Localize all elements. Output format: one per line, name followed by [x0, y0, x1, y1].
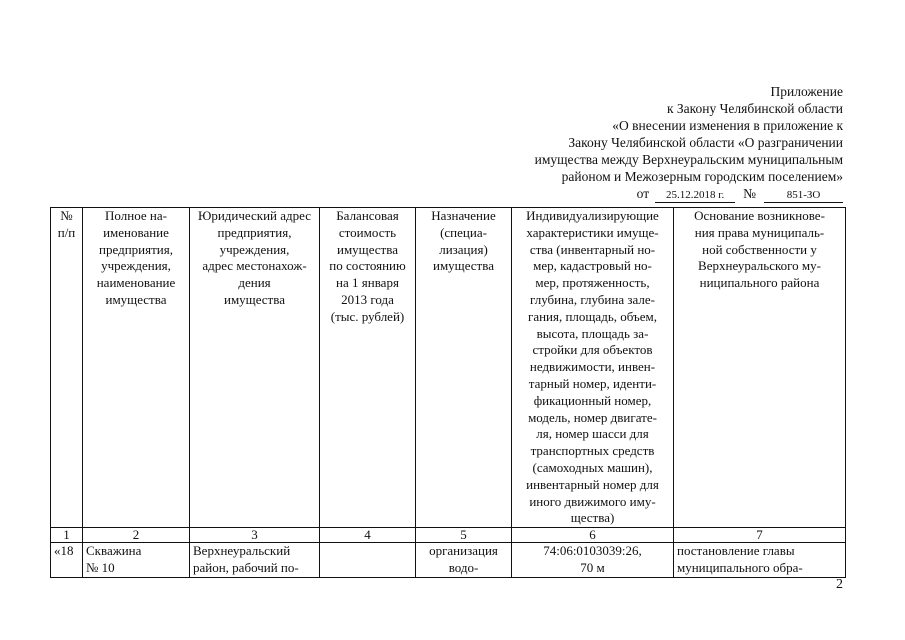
header-line-property: имущества между Верхнеуральским муниципальным	[534, 152, 843, 167]
col-header-basis: Основание возникнове- ния права муниципаль- ной собственности у Верхнеуральского му- ниципального района	[674, 208, 846, 528]
date-prefix: от	[636, 186, 650, 201]
property-table	[50, 207, 846, 578]
col-header-name: Полное на- именование предприятия, учреждения, наименование имущества	[83, 208, 190, 528]
col-number-3: 3	[190, 528, 320, 543]
law-number: 851-ЗО	[764, 188, 843, 203]
col-header-purpose: Назначение (специа- лизация) имущества	[416, 208, 512, 528]
law-date: 25.12.2018 г.	[655, 188, 735, 203]
col-header-balance: Балансовая стоимость имущества по состоянию на 1 января 2013 года (тыс. рублей)	[320, 208, 416, 528]
col-number-6: 6	[512, 528, 674, 543]
page-number: 2	[836, 577, 843, 592]
header-line-amendment: «О внесении изменения в приложение к	[612, 118, 843, 133]
row-basis: постановление главы муниципального обра-	[674, 543, 846, 578]
col-number-2: 2	[83, 528, 190, 543]
table-row	[51, 543, 846, 578]
col-header-address: Юридический адрес предприятия, учреждения, адрес местонахож- дения имущества	[190, 208, 320, 528]
col-header-number: № п/п	[51, 208, 83, 528]
row-number: «18	[51, 543, 83, 578]
header-date-line	[483, 185, 843, 203]
row-purpose: организация водо-	[416, 543, 512, 578]
table-header-row	[51, 208, 846, 528]
number-sign: №	[743, 186, 756, 201]
header-line-annex: Приложение	[770, 84, 843, 99]
row-address: Верхнеуральский район, рабочий по-	[190, 543, 320, 578]
col-number-1: 1	[51, 528, 83, 543]
header-line-settlement: районом и Межозерным городским поселением»	[561, 169, 843, 184]
row-name: Скважина № 10	[83, 543, 190, 578]
header-line-law: к Закону Челябинской области	[666, 101, 843, 116]
col-number-5: 5	[416, 528, 512, 543]
document-header	[483, 83, 843, 203]
header-line-law-title: Закону Челябинской области «О разграничении	[568, 135, 843, 150]
col-number-7: 7	[674, 528, 846, 543]
col-number-4: 4	[320, 528, 416, 543]
row-balance	[320, 543, 416, 578]
row-characteristics: 74:06:0103039:26, 70 м	[512, 543, 674, 578]
table-column-number-row	[51, 528, 846, 543]
col-header-characteristics: Индивидуализирующие характеристики имуще- ства (инвентарный но- мер, кадастровый но- мер, протяженность, глубина, глубина зале- гания, площадь, объем, высота, площадь за- стройки для объектов недвижимости, инвен- тарный номер, иденти- фикационный номер, модель, номер двигате- ля, номер шасси для транспортных средств (самоходных машин), инвентарный номер для иного движимого иму- щества)	[512, 208, 674, 528]
